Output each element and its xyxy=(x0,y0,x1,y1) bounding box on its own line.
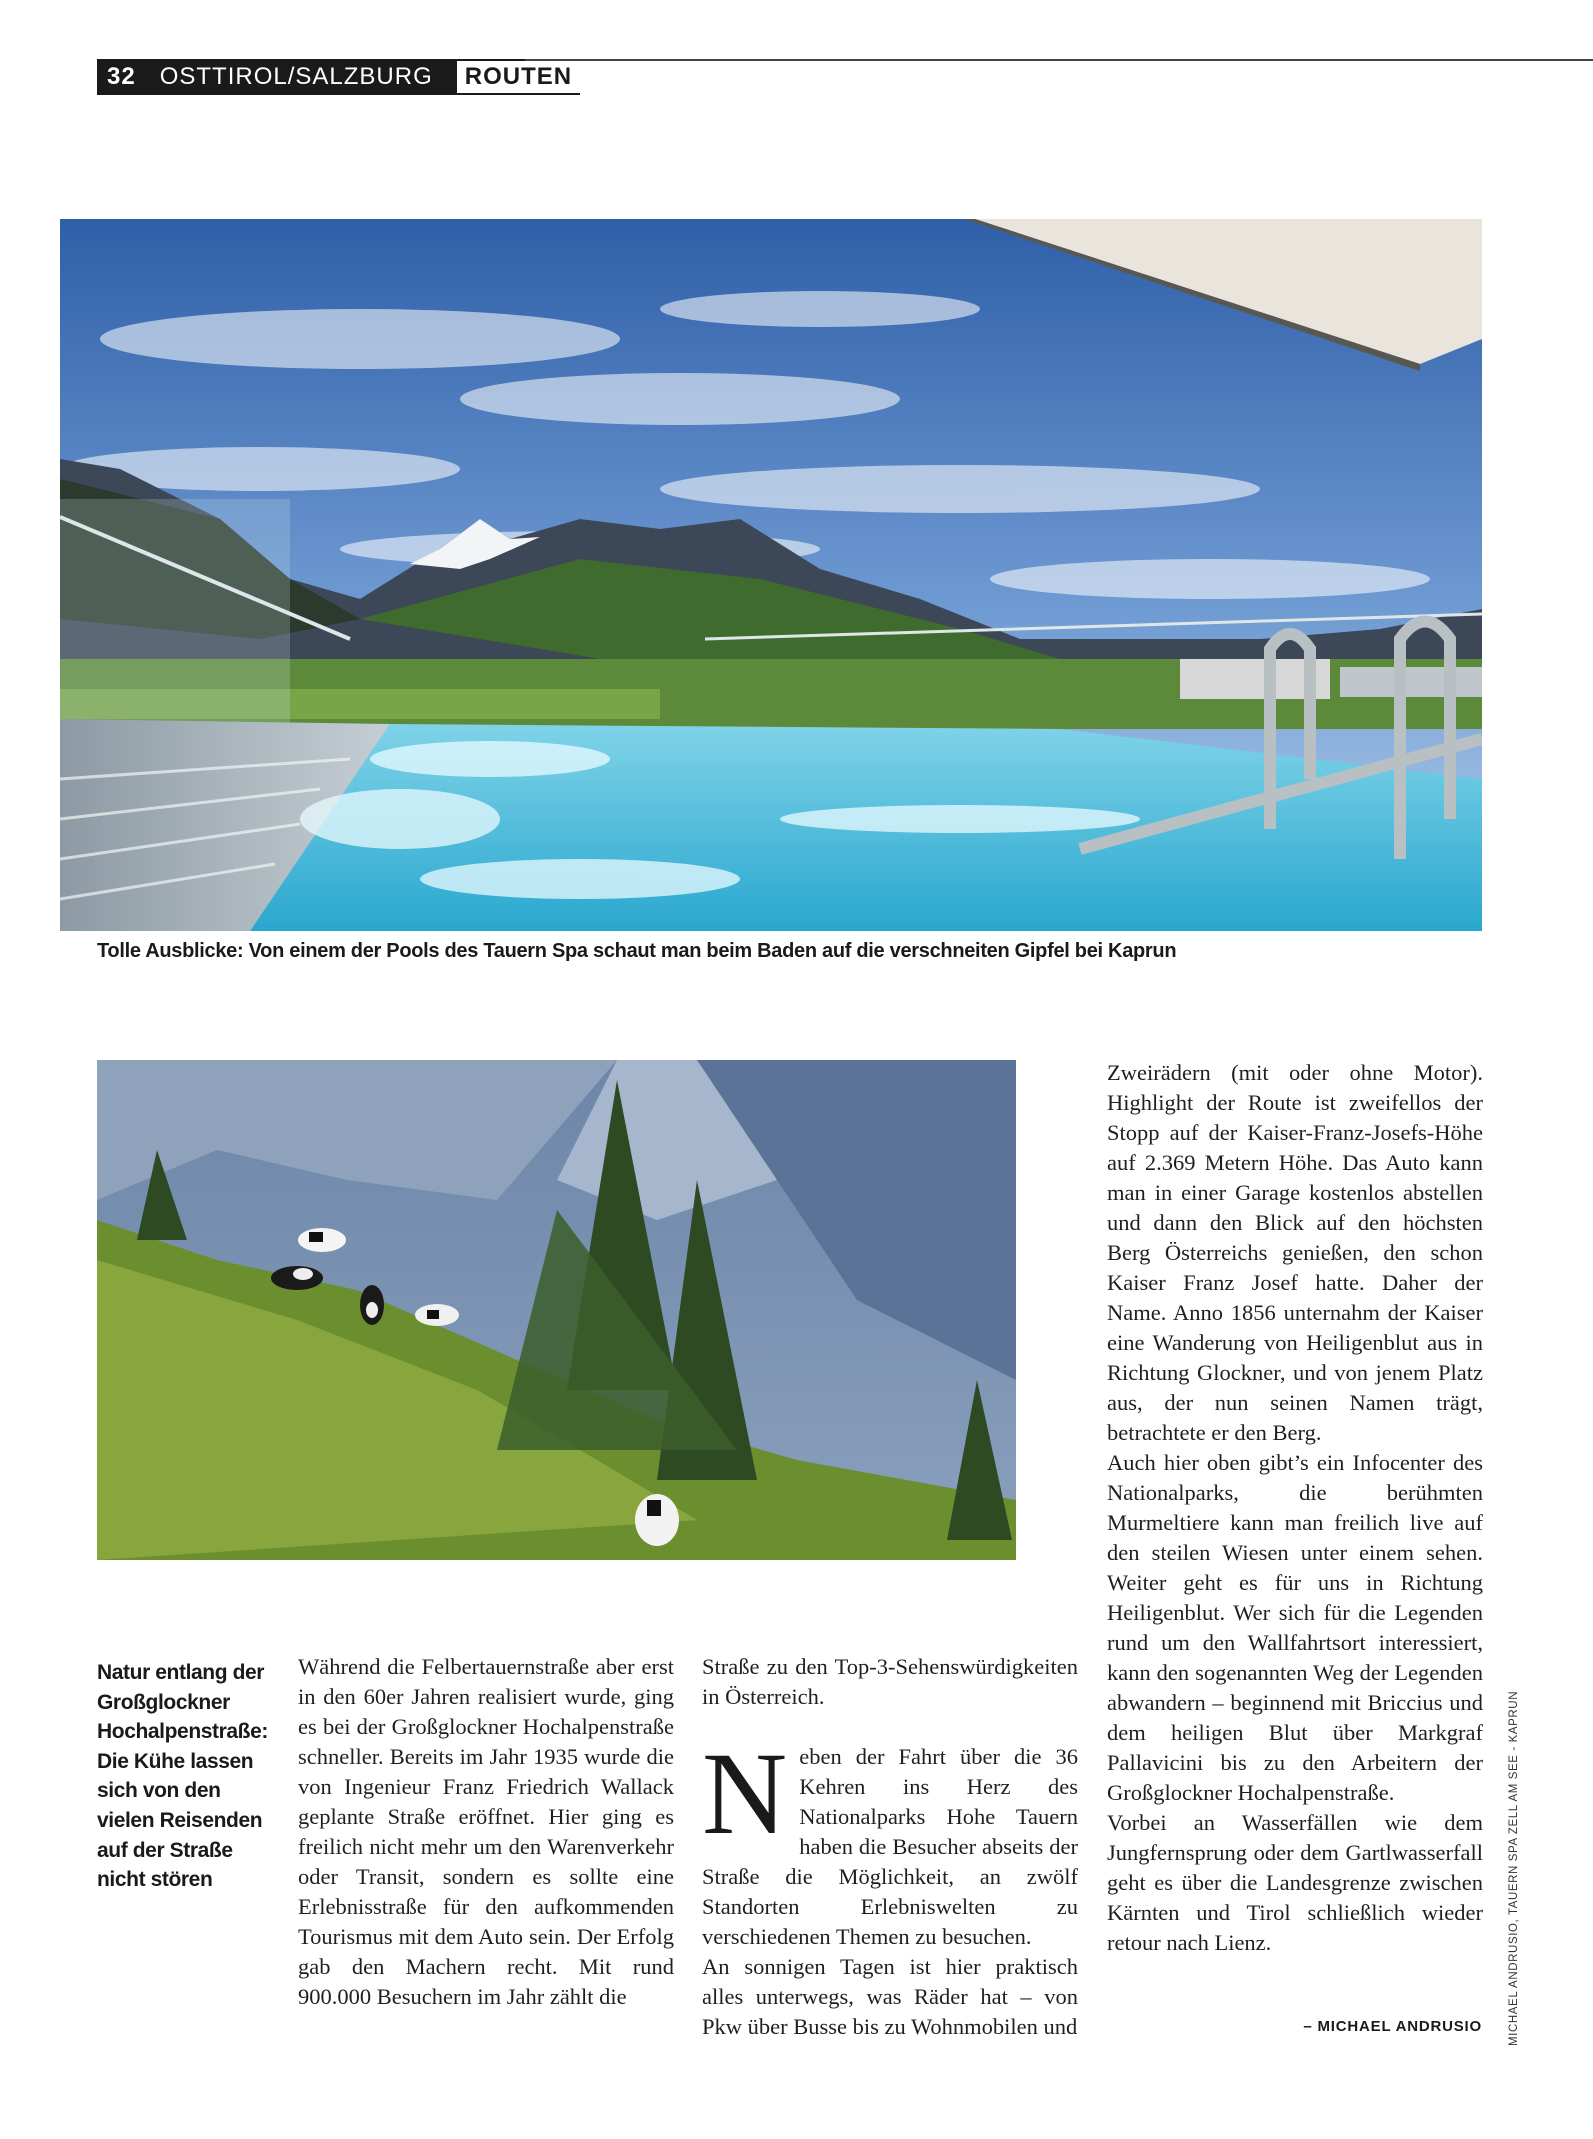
page-number: 32 xyxy=(107,63,136,90)
drop-cap: N xyxy=(702,1728,788,1859)
author-byline: – MICHAEL ANDRUSIO xyxy=(1303,2018,1482,2035)
header-rule xyxy=(525,59,1593,61)
article-paragraph: An sonnigen Tagen ist hier praktisch alles unterwegs, was Räder hat – von Pkw über Busse bis zu Wohnmobilen und xyxy=(702,1954,1078,2039)
article-column-3 xyxy=(1107,1058,1483,2038)
pool-photo-caption: Tolle Ausblicke: Von einem der Pools des Tauern Spa schaut man beim Baden auf die verschneiten Gipfel bei Kaprun xyxy=(97,940,1177,962)
header-bar xyxy=(97,59,580,95)
photo-credit: MICHAEL ANDRUSIO, TAUERN SPA ZELL AM SEE - KAPRUN xyxy=(1508,1690,1520,2046)
article-paragraph: Zweirädern (mit oder ohne Motor). Highlight der Route ist zweifellos der Stopp auf der Kaiser-Franz-Josefs-Höhe auf 2.369 Metern Höhe. Das Auto kann man in einer Garage kostenlos abstellen und dann den Blick auf den höchsten Berg Österreichs genießen, den schon Kaiser Franz Josef hatte. Daher der Name. Anno 1856 unternahm der Kaiser eine Wanderung von Heiligenblut aus in Richtung Glockner, und von jenem Platz aus, der nun seinen Namen trägt, betrachtete er den Berg. xyxy=(1107,1060,1483,1445)
article-column-1 xyxy=(298,1652,674,2052)
cows-photo xyxy=(97,1060,1016,1560)
article-paragraph xyxy=(702,1728,1078,1952)
article-paragraph: Straße zu den Top-3-Sehenswürdigkeiten in Österreich. xyxy=(702,1654,1078,1709)
article-paragraph: Während die Felbertauernstraße aber erst in den 60er Jahren realisiert wurde, ging es bei der Großglockner Hochalpenstraße schneller. Bereits im Jahr 1935 wurde die von Ingenieur Franz Friedrich Wallack geplante Straße eröffnet. Hier ging es freilich nicht mehr um den Warenverkehr oder Transit, sondern es sollte eine Erlebnisstraße für den aufkommenden Tourismus mit dem Auto sein. Der Erfolg gab den Machern recht. Mit rund 900.000 Besuchern im Jahr zählt die xyxy=(298,1654,674,2009)
page-header xyxy=(97,59,580,95)
article-paragraph: Vorbei an Wasserfällen wie dem Jungfernsprung oder dem Gartlwasserfall geht es über die Landesgrenze zwischen Kärnten und Tirol schließlich wieder retour nach Lienz. xyxy=(1107,1810,1483,1955)
section-label: ROUTEN xyxy=(457,61,580,93)
article-paragraph: Auch hier oben gibt’s ein Infocenter des Nationalparks, die berühmten Murmeltiere kann man freilich live auf den steilen Wiesen unter einem sehen. Weiter geht es für uns in Richtung Heiligenblut. Wer sich für die Legenden rund um den Wallfahrtsort interessiert, kann den sogenannten Weg der Legenden abwandern – beginnend mit Briccius und dem heiligen Blut über Markgraf Pallavicini bis zu den Arbeitern der Großglockner Hochalpenstraße. xyxy=(1107,1450,1483,1805)
pool-photo xyxy=(60,219,1482,931)
cows-photo-caption: Natur entlang der Großglockner Hochalpenstraße: Die Kühe lassen sich von den vielen Reisenden auf der Straße nicht stören xyxy=(97,1661,268,1892)
article-column-2 xyxy=(702,1652,1078,2052)
region-label: OSTTIROL/SALZBURG xyxy=(159,63,433,90)
paragraph-text: eben der Fahrt über die 36 Kehren ins Herz des Nationalparks Hohe Tauern haben die Besucher abseits der Straße die Möglichkeit, an zwölf Standorten Erlebniswelten zu verschiedenen Themen zu besuchen. xyxy=(702,1744,1078,1949)
